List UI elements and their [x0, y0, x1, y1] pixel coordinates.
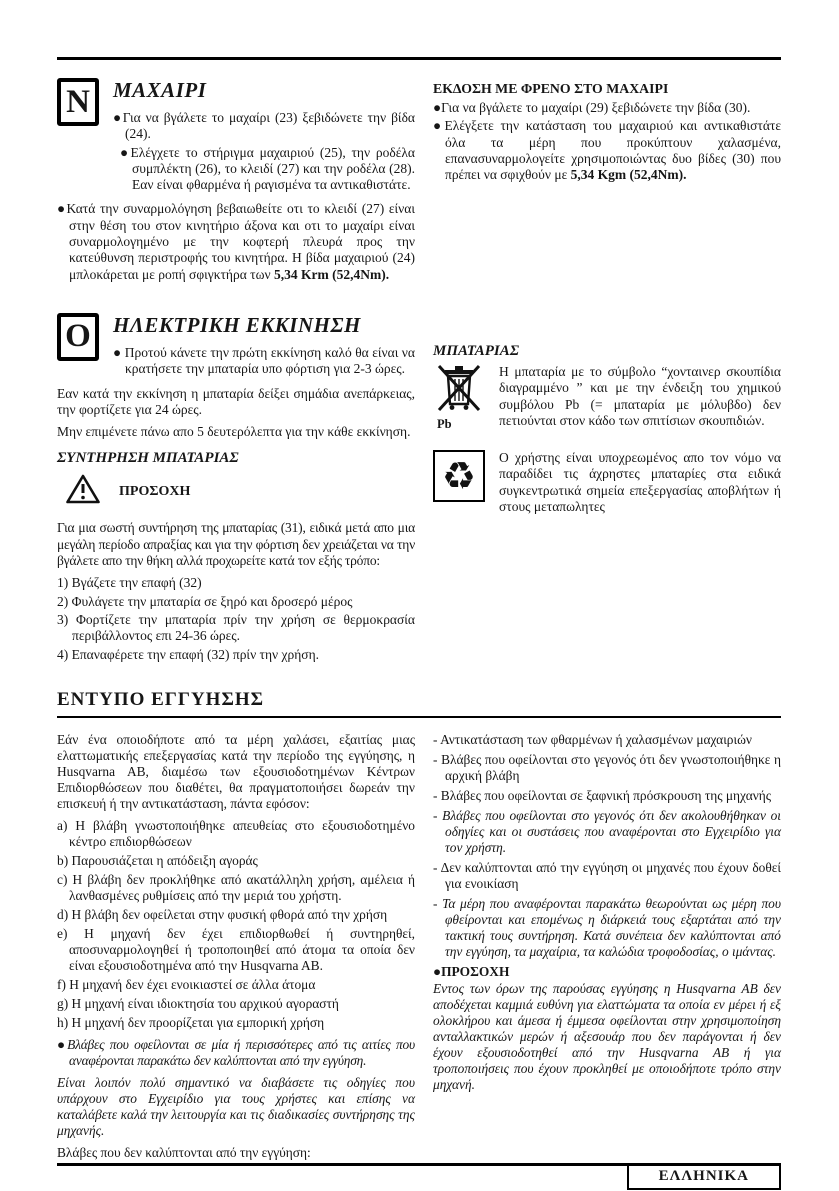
warning-row: [65, 473, 415, 510]
warranty-not-covered-intro: Βλάβες που δεν καλύπτονται από την εγγύηση:: [57, 1144, 311, 1160]
electric-header: [57, 313, 415, 380]
warranty-exclusion: - Δεν καλύπτονται από την εγγύηση οι μηχανές που έχουν δοθεί για ενοικίαση: [433, 859, 781, 891]
blade-brake-heading: ΕΚΔΟΣΗ ΜΕ ΦΡΕΝΟ ΣΤΟ ΜΑΧΑΙΡΙ: [433, 81, 669, 96]
battery-maintenance-intro: Για μια σωστή συντήρηση της μπαταρίας (31), ειδικά μετά απο μια μεγάλη περίοδο απραξίας και για την φόρτιση δεν χρειάζεται να την βγάλετε απο την θήκη αλλά προχωρείτε κατά τον εξής τρόπο:: [57, 520, 415, 569]
recycle-symbol-box: [433, 450, 485, 502]
warranty-exclusion: - Βλάβες που οφείλονται σε ξαφνική πρόσκρουση της μηχανής: [433, 787, 772, 803]
language-label-box: [627, 1164, 781, 1190]
warranty-exclusion: - Βλάβες που οφείλονται στο γεγονός ότι δεν γνωστοποιήθηκε η αρχική βλάβη: [433, 751, 781, 783]
section-electric-start: [57, 313, 781, 665]
blade-brake-bullet-remove: ●Για να βγάλετε το μαχαίρι (29) ξεβιδώνετε την βίδα (30).: [433, 100, 751, 115]
recycle-icon: [433, 450, 485, 502]
pb-symbol-label: Pb: [437, 416, 452, 431]
electric-paragraph-2: Μην επιμένετε πάνω απο 5 δευτερόλεπτα για την κάθε εκκίνηση.: [57, 424, 411, 440]
recycle-glyph: ♻: [441, 453, 477, 498]
blade-brake-torque-value: 5,34 Kgm (52,4Nm).: [570, 167, 687, 183]
warranty-condition: e) Η μηχανή δεν έχει επιδιορθωθεί ή συντηρηθεί, αποσυναρμολογηθεί ή τροποποιηθεί από άτομα τα οποία δεν είναι εξουσιοδοτημένα από την Husqvarna AB.: [57, 925, 415, 973]
battery-maintenance-steps: [57, 575, 415, 662]
warranty-intro: Εάν ένα οποιοδήποτε από τα μέρη χαλάσει, εξαιτίας μιας ελαττωματικής επεξεργασίας κατά την περίοδο της εγγύησης, η Husqvarna AB, διαμέσω των εξουσιοδοτημένων Κέντρων Επιδιορθώσεων που διαθέτει, θα πραγματοποιήσει δωρεάν την επισκευή ή την αντικατάσταση, πάντα εφόσον:: [57, 731, 415, 811]
warranty-condition: f) Η μηχανή δεν έχει ενοικιαστεί σε άλλα άτομα: [57, 976, 316, 992]
blade-brake-bullet-check-text: ●Ελέγξετε την κατάσταση του μαχαιριού και αντικαθιστάτε όλα τα μέρη που προκύπτουν χαλασμένα, επανασυναρμολογείτε χρησιμοποιώντας δυο βίδες (30) που πρέπει να σφιχθούν με: [433, 118, 781, 183]
warranty-columns: [57, 732, 781, 1163]
blade-left-column: [57, 78, 415, 285]
top-rule: [57, 57, 781, 60]
warranty-condition: a) Η βλάβη γνωστοποιήθηκε απευθείας στο εξουσιοδοτημένο κέντρο επιδιορθώσεων: [57, 817, 415, 849]
warranty-title-rule: [57, 716, 781, 718]
section-letter-box-o: [57, 313, 99, 361]
blade-right-column: [433, 78, 781, 285]
section-letter-box-n: [57, 78, 99, 126]
battery-recycle-block: [433, 450, 781, 517]
warranty-exclusion: - Αντικατάσταση των φθαρμένων ή χαλασμένων μαχαιριών: [433, 731, 752, 747]
letter-o: O: [65, 318, 91, 355]
warranty-right-column: [433, 732, 781, 1163]
electric-title: ΗΛΕΚΤΡΙΚΗ ΕΚΚΙΝΗΣΗ: [113, 312, 361, 337]
warranty-note: ●Βλάβες που οφείλονται σε μία ή περισσότερες από τις αιτίες που αναφέρονται παρακάτω δεν καλύπτονται από την εγγύηση.: [57, 1036, 415, 1068]
warranty-condition: c) Η βλάβη δεν προκλήθηκε από ακατάλληλη χρήση, αμέλεια ή λανθασμένες ρυθμίσεις από την μεριά του χρήστη.: [57, 871, 415, 903]
language-label: ΕΛΛΗΝΙΚΑ: [658, 1168, 749, 1184]
warning-label: ΠΡΟΣΟΧΗ: [119, 483, 191, 499]
warranty-condition: b) Παρουσιάζεται η απόδειξη αγοράς: [57, 852, 258, 868]
bottom-rule: [57, 1163, 781, 1184]
maintenance-step: 2) Φυλάγετε την μπαταρία σε ξηρό και δροσερό μέρος: [57, 593, 353, 609]
maintenance-step: 3) Φορτίζετε την μπαταρία πρίν την χρήση σε θερμοκρασία περιβάλλοντος επι 24-36 ώρες.: [57, 611, 415, 644]
battery-recycle-text: Ο χρήστης είναι υποχρεωμένος απο τον νόμο να παραδίδει τις άχρηστες μπαταρίες στα ειδικά συγκεντρωτικά σημεία επεξεργασίας αποβλήτων ή στους μεταπωλητες: [499, 449, 781, 514]
warranty-exclusion: - Τα μέρη που αναφέρονται παρακάτω θεωρούνται ως μέρη που φθείρονται και επομένως η διάρκειά τους εξαρτάται από την τακτική τους συντήρηση. Κατά συνέπεια δεν καλύπτονται από την εγγύηση, τα μαχαίρια, τα καλώδια τροφοδοσίας, ο ιμάντας.: [433, 895, 781, 959]
battery-right-column: [433, 313, 781, 665]
blade-bullet-assembly-text: ●Κατά την συναρμολόγηση βεβαιωθείτε οτι το κλειδί (27) είναι στην θέση του στον κινητήριο άξονα και οτι το μαχαίρι είναι συναρμολογημένο με την κοφτερή πλευρά προς την κατεύθυνση περιστροφής του κινητήρα. Η βίδα μαχαιριού (24) μπλοκάρεται με ροπή σφιγκτήρα των: [57, 201, 415, 282]
warranty-attention-text: Εντος των όρων της παρούσας εγγύησης η Husqvarna AB δεν αποδέχεται καμμιά ευθύνη για ελαττώματα τα οποία εν μέρει ή εξ ολοκλήρου και άμεσα ή έμμεσα οφείλονται στην χρησιμοποίηση ανταλλακτικών μερών ή αξεσουάρ που δεν παράγονται ή δεν έχουν εξουσιοδοτηθεί από την Husqvarna AB ή για τροποποιήσεις που έχουν προκληθεί με οποιοδήποτε τρόπο στην μηχανή.: [433, 980, 781, 1092]
blade-torque-value: 5,34 Krm (52,4Nm).: [273, 266, 390, 282]
blade-brake-bullet-check: [433, 118, 781, 183]
blade-bullet-check: ●Ελέγχετε το στήριγμα μαχαιριού (25), την ροδέλα συμπλέκτη (26), το κλειδί (27) και την ροδέλα (28). Εαν είναι φθαρμένα ή ραγισμένα τα αντικαθιστάτε.: [120, 144, 415, 193]
warranty-attention-label: ●ΠΡΟΣΟΧΗ: [433, 963, 510, 979]
maintenance-step: 4) Επαναφέρετε την επαφή (32) πρίν την χρήση.: [57, 646, 320, 662]
electric-header-text: [113, 313, 415, 380]
warranty-left-column: [57, 732, 415, 1163]
warranty-condition: d) Η βλάβη δεν οφείλεται στην φυσική φθορά από την χρήση: [57, 906, 388, 922]
electric-left-column: [57, 313, 415, 665]
battery-disposal-text: Η μπαταρία με το σύμβολο “χονταινερ σκουπίδια διαγραμμένο ” και με την ένδειξη του χημικού συμβόλου Pb (= μπαταρία με μόλυβδο) δεν πετιούνται στον κάδο των σπιτίσιων σκουπιδιών.: [499, 363, 781, 428]
warranty-exclusion: - Βλάβες που οφείλονται στο γεγονός ότι δεν ακολουθήθηκαν οι οδηγίες και οι συστάσεις που αναφέρονται στο Εγχειρίδιο για τον χρήστη.: [433, 807, 781, 855]
blade-header: [57, 78, 415, 195]
battery-maintenance-heading: ΣΥΝΤΗΡΗΣΗ ΜΠΑΤΑΡΙΑΣ: [57, 450, 239, 467]
blade-header-text: [113, 78, 415, 195]
blade-bullet-assembly: [57, 201, 415, 282]
warranty-condition: g) Η μηχανή είναι ιδιοκτησία του αρχικού αγοραστή: [57, 995, 339, 1011]
electric-intro-bullet: ● Προτού κάνετε την πρώτη εκκίνηση καλό θα είναι να κρατήσετε την μπαταρία υπο φόρτιση για 2-3 ώρες.: [113, 344, 415, 377]
warranty-conditions-list: [57, 818, 415, 1031]
battery-disposal-block: [433, 364, 781, 432]
electric-paragraph-1: Εαν κατά την εκκίνηση η μπαταρία δείξει σημάδια ανεπάρκειας, την φορτίζετε για 24 ώρες.: [57, 385, 415, 417]
warranty-advice: Είναι λοιπόν πολύ σημαντικό να διαβάσετε τις οδηγίες που υπάρχουν στο Εγχειρίδιο για τους χρήστες και επίσης να καταλάβετε καλά την λειτουργία και τις διαδικασίες συντήρησης της μηχανής.: [57, 1074, 415, 1138]
warning-triangle-icon: [65, 473, 101, 510]
maintenance-step: 1) Βγάζετε την επαφή (32): [57, 575, 202, 591]
crossed-out-bin-icon: [433, 364, 485, 432]
warranty-title: ΕΝΤΥΠΟ ΕΓΓΥΗΣΗΣ: [57, 688, 265, 710]
blade-bullet-remove: ●Για να βγάλετε το μαχαίρι (23) ξεβιδώνετε την βίδα (24).: [113, 110, 415, 142]
section-warranty: [57, 689, 781, 1163]
letter-n: N: [66, 83, 90, 120]
battery-heading: ΜΠΑΤΑΡΙΑΣ: [433, 342, 520, 359]
blade-title: ΜΑΧΑΙΡΙ: [113, 78, 207, 102]
warranty-condition: h) Η μηχανή δεν προορίζεται για εμπορική χρήση: [57, 1014, 325, 1030]
section-blade: [57, 78, 781, 285]
